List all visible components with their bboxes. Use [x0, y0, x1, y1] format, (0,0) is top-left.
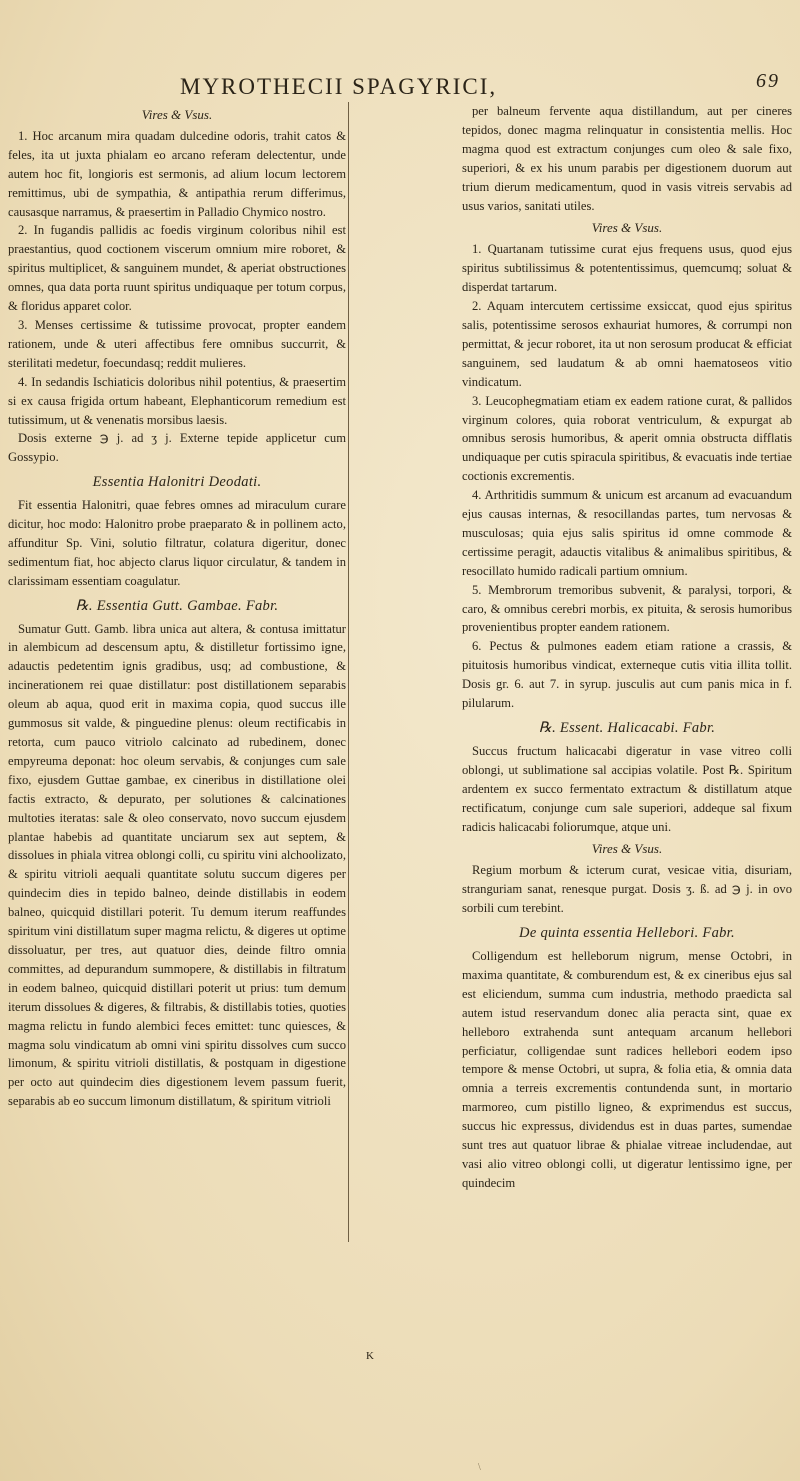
paragraph: 4. In sedandis Ischiaticis doloribus nihil potentius, & praesertim si ex causa frigida ortum habeant, Elephanticorum remedium est tutissimum, ut & venenatis morsibus laesis.	[8, 374, 346, 427]
paragraph: 6. Pectus & pulmones eadem etiam ratione a crassis, & pituitosis humoribus vindicat, externeque cutis vitia illita tollit. Dosis gr. 6. aut 7. in syrup. jusculis aut cum panis mica in f. pilularum.	[462, 639, 792, 711]
paragraph: 3. Menses certissime & tutissime provocat, propter eandem rationem, unde & uteri affectibus fere omnibus succurrit, & sterilitati medetur, foecundasq; reddit mulieres.	[8, 317, 346, 370]
section-heading: ℞. Essentia Gutt. Gambae. Fabr.	[75, 597, 279, 614]
paragraph: 5. Membrorum tremoribus subvenit, & paralysi, torpori, & caro, & omnibus cerebri morbis, ex pituita, & serosis humoribus provenientibus propter eandem rationem.	[462, 582, 792, 635]
signature-mark: K	[366, 1350, 374, 1362]
paragraph: Sumatur Gutt. Gamb. libra unica aut altera, & contusa imittatur in alembicum ad descensum aptu, & distilletur fortissimo igne, adauctis pedetentim ignis gradibus, usq; ad combustione, & incinerationem rei quae distillatur: post distillationem separabis oleum ab aqua, quod erit in maxima copia, quod succus ille gummosus sit valde, & pinguedine plenus: oleum rectificabis in retorta, cum pauco vitriolo calcinato ad rubedinem, donec empyreuma deponat: hoc oleum servabis, & conjunges cum sale fixo, ejusdem Guttae gambae, ex cineribus in distillatione olei factis extracto, & depurato, per solutiones & calcinationes multoties iteratas: sale & oleo conservato, novo succum ejusdem plantae habebis ad quantitate unciarum sex aut septem, & dissolues in phiala vitrea oblongi colli, cu spiritu vini alchoolizato, & spiritu vitrioli aequali quantitate solutu succum digeres per quindecim dies in tepido balneo, deinde distillabis in eodem balneo, quicquid distillari poterit. Tu demum iterum reaffundes spiritum vini distillatum super magma relictu, & digeres ut optime dissoluatur, per tres, aut quatuor dies, deinde filtro omnia committes, ad depurandum summopere, & distillabis in filtratum in eodem balneo, quicquid distillari poterit ut prius: tum demum iterum dissolues & digeres, & filtrabis, & distillabis toties, quoties magma relictu in fundo alembici feces emittet: tunc quiesces, & magma solu vindicatum ab omni vini spiritu dissolves cum succo limonum, & spiritu vitrioli distillatis, & postquam in digestione per octo aut quindecim dies digestionem levem passum fuerit, separabis ab eo succum limonum distillatum, & spiritum vitrioli	[8, 621, 346, 1109]
paragraph: Succus fructum halicacabi digeratur in vase vitreo colli oblongi, ut sublimatione sal accipias volatile. Post ℞. Spiritum ardentem ex succo fermentato extractum & distillatum atque rectificatum, conjunge cum sale superiori, addeque sal fixum radicis halicacabi foliorumque, atque uni.	[462, 743, 792, 834]
right-column	[462, 102, 792, 1193]
section-heading: Essentia Halonitri Deodati.	[92, 474, 262, 491]
section-heading: Vires & Vsus.	[591, 841, 663, 857]
page-number: 69	[756, 70, 780, 92]
section-heading: Vires & Vsus.	[591, 220, 663, 236]
running-title: MYROTHECII SPAGYRICI,	[180, 74, 498, 99]
paragraph: 1. Hoc arcanum mira quadam dulcedine odoris, trahit catos & feles, ita ut juxta phialam eo arcano referam delectentur, unde autem hoc fit, longioris est sermonis, ad alium locum lectorem remittimus, ubi de sympathia, & antipathia rerum differimus, causasque narramus, & praesertim in Palladio Chymico nostro.	[8, 128, 346, 219]
paragraph: Dosis externe ℈ j. ad ʒ j. Externe tepide applicetur cum Gossypio.	[8, 431, 346, 465]
paragraph: 3. Leucophegmatiam etiam ex eadem ratione curat, & pallidos virginum colores, quia roborat ventriculum, & expurgat ab omnibus serosis humoribus, & aperit omnia obstructa difflatis undiquaque per cutis spiracula spiritibus, & evacuatis inde tertiae coctionis excrementis.	[462, 393, 792, 484]
paragraph: 1. Quartanam tutissime curat ejus frequens usus, quod ejus spiritus subtilissimus & potententissimus, quemcumq; soluat & disperdat tartarum.	[462, 242, 792, 295]
paragraph: Colligendum est helleborum nigrum, mense Octobri, in maxima quantitate, & comburendum est, & ex cineribus ejus sal est eliciendum, summa cum industria, methodo praedicta sal autem istud reservandum donec alia peracta sint, quae ex helleboro extrahenda sunt antequam arcanum hellebori perficiatur, colligendae sunt radices hellebori eodem ipso tempore & mense Octobri, ut supra, & folia etia, & omnia data omnia a terreis excrementis contundenda sunt, in mortario marmoreo, cum pistillo ligneo, & exprimendus est succus, succus hic expressus, dividendus est in duas partes, sumendae sunt tres aut quatuor librae & phialae vitreae includendae, aut vasi alio vitreo oblongi colli, ut digeratur lentissimo igne, per quindecim	[462, 948, 792, 1190]
paragraph: Regium morbum & icterum curat, vesicae vitia, disuriam, stranguriam sanat, renesque purgat. Dosis ʒ. ß. ad ℈ j. in ovo sorbili cum terebint.	[462, 863, 792, 916]
paragraph: 4. Arthritidis summum & unicum est arcanum ad evacuandum ejus causas internas, & resocillandas partes, tum nervosas & musculosas; quia ejus salis spiritus id omne commode & certissime peragit, adauctis vitalibus & animalibus spiritibus, & resocillato humido radicali partium omnium.	[462, 488, 792, 578]
stray-mark: \	[478, 1462, 481, 1473]
paragraph: Fit essentia Halonitri, quae febres omnes ad miraculum curare dicitur, hoc modo: Halonitro probe praeparato & in pollinem acto, affunditur Sp. Vini, solutio filtratur, colatura digeritur, donec sedimentum fiat, hoc abjecto clarus liquor circulatur, & tandem in clarissimam essentiam coagulatur.	[8, 498, 346, 588]
column-divider	[348, 102, 349, 1242]
section-heading: Vires & Vsus.	[141, 107, 213, 122]
paragraph: 2. In fugandis pallidis ac foedis virginum coloribus nihil est praestantius, quod coctionem viscerum omnium mire roboret, & spiritus multiplicet, & sanguinem mundet, & aperiat obstructiones omnes, qua data porta ruunt spiritus undiquaque per totum corpus, & floridus apparet color.	[8, 223, 346, 314]
paragraph: per balneum fervente aqua distillandum, aut per cineres tepidos, donec magma relinquatur in consistentia mellis. Hoc magma quod est extractum conjunges cum oleo & sale fixo, superiori, & ex his unum parabis per digestionem duorum aut trium dierum medicamentum, quod in vasis vitreis servabis ad usus varios, sanitati utiles.	[462, 104, 792, 213]
paragraph: 2. Aquam intercutem certissime exsiccat, quod ejus spiritus salis, potentissime serosos exhauriat humores, & corrumpi non permittat, & jecur roboret, ita ut non serosum producat & efficiat sanguinem, sed laudatum & ab omni haematoseos vitio vindicatum.	[462, 299, 792, 389]
section-heading: De quinta essentia Hellebori. Fabr.	[519, 925, 735, 942]
section-heading: ℞. Essent. Halicacabi. Fabr.	[538, 720, 716, 736]
left-column	[8, 102, 346, 1111]
